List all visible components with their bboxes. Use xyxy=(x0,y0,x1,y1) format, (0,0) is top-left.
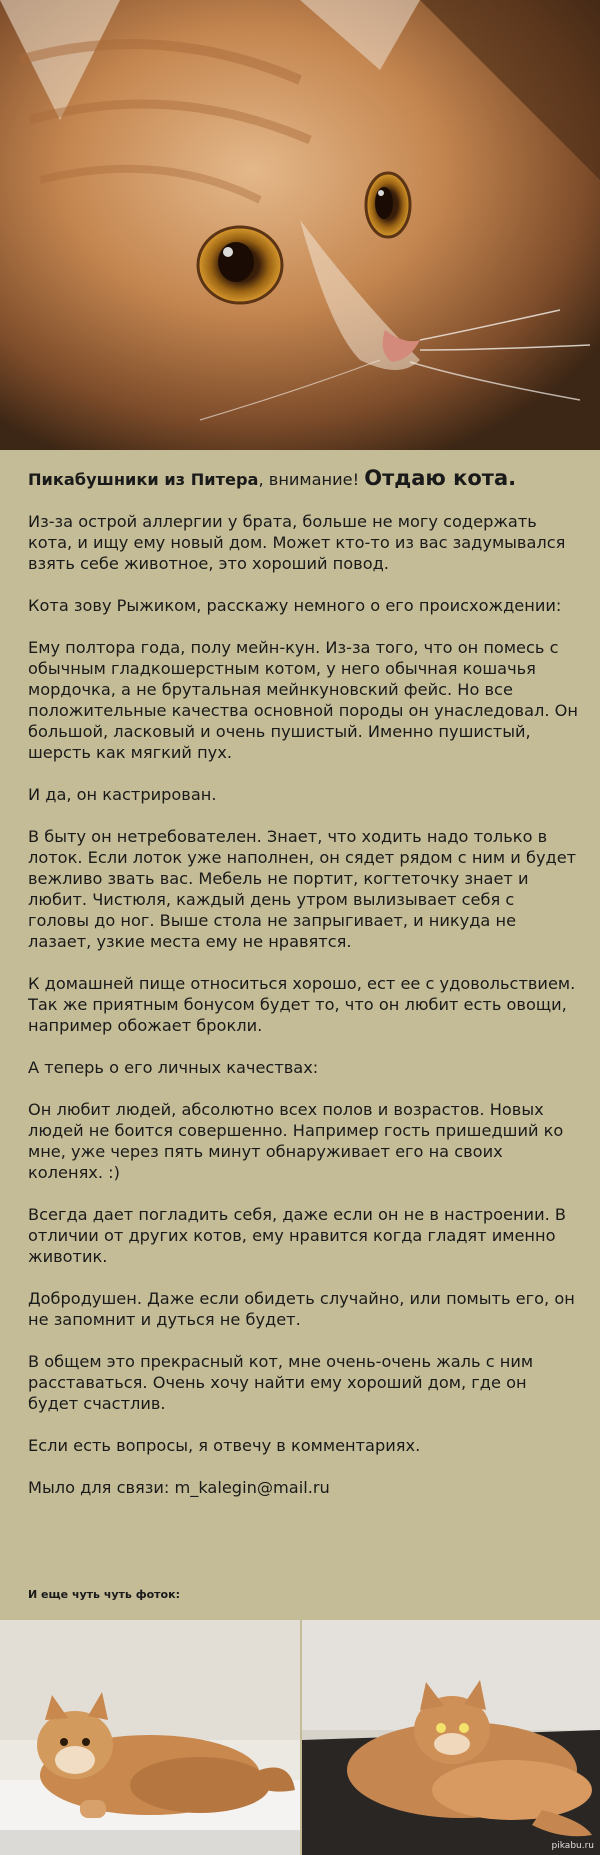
photo-cat-on-dark-sofa xyxy=(302,1620,600,1855)
paragraph-origin-intro: Кота зову Рыжиком, расскажу немного о его происхождении: xyxy=(28,596,562,615)
more-photos-caption: И еще чуть чуть фоток: xyxy=(28,1588,180,1601)
paragraph-goodnatured: Добродушен. Даже если обидеть случайно, или помыть его, он не запомнит и дуться не будет. xyxy=(28,1289,575,1329)
headline-attention: , внимание! xyxy=(258,470,365,489)
headline-main: Отдаю кота. xyxy=(364,466,517,490)
photo-cat-on-white-table xyxy=(0,1620,300,1855)
photo-strip xyxy=(0,1620,600,1855)
paragraph-breed: Ему полтора года, полу мейн-кун. Из-за того, что он помесь с обычным гладкошерстным котом, у него обычная кошачья мордочка, а не брутальная мейнкуновский фейс. Но все положительные качества основной породы он унаследовал. Он большой, ласковый и очень пушистый. Именно пушистый, шерсть как мягкий пух. xyxy=(28,638,578,762)
headline xyxy=(28,468,578,490)
paragraph-neutered: И да, он кастрирован. xyxy=(28,785,217,804)
paragraph-questions: Если есть вопросы, я отвечу в комментариях. xyxy=(28,1436,421,1455)
headline-audience: Пикабушники из Питера xyxy=(28,470,259,489)
paragraph-contact: Мыло для связи: m_kalegin@mail.ru xyxy=(28,1478,330,1497)
paragraph-habits: В быту он нетребователен. Знает, что ходить надо только в лоток. Если лоток уже наполнен, он сядет рядом с ним и будет вежливо звать вас. Мебель не портит, когтеточку знает и любит. Чистюля, каждый день утром вылизывает себя с головы до ног. Выше стола не запрыгивает, и никуда не лазает, узкие места ему не нравятся. xyxy=(28,827,577,951)
paragraph-allergy: Из-за острой аллергии у брата, больше не могу содержать кота, и ищу ему новый дом. Может кто-то из вас задумывался взять себе животное, это хороший повод. xyxy=(28,512,566,573)
paragraph-people: Он любит людей, абсолютно всех полов и возрастов. Новых людей не боится совершенно. Например гость пришедший ко мне, уже через пять минут обнаруживает его на своих коленях. :) xyxy=(28,1100,564,1182)
watermark: pikabu.ru xyxy=(551,1841,594,1851)
hero-cat-photo xyxy=(0,0,600,450)
cat-lying-left-illustration xyxy=(0,1620,300,1855)
paragraph-petting: Всегда дает погладить себя, даже если он не в настроении. В отличии от других котов, ему нравится когда гладят именно животик. xyxy=(28,1205,566,1266)
cat-closeup-illustration xyxy=(0,0,600,450)
paragraph-personality-intro: А теперь о его личных качествах: xyxy=(28,1058,319,1077)
article-body xyxy=(28,468,578,1519)
cat-lying-right-illustration xyxy=(302,1620,600,1855)
paragraph-food: К домашней пище относиться хорошо, ест ее с удовольствием. Так же приятным бонусом будет то, что он любит есть овощи, например обожает брокли. xyxy=(28,974,576,1035)
paragraph-summary: В общем это прекрасный кот, мне очень-очень жаль с ним расставаться. Очень хочу найти ему хороший дом, где он будет счастлив. xyxy=(28,1352,534,1413)
